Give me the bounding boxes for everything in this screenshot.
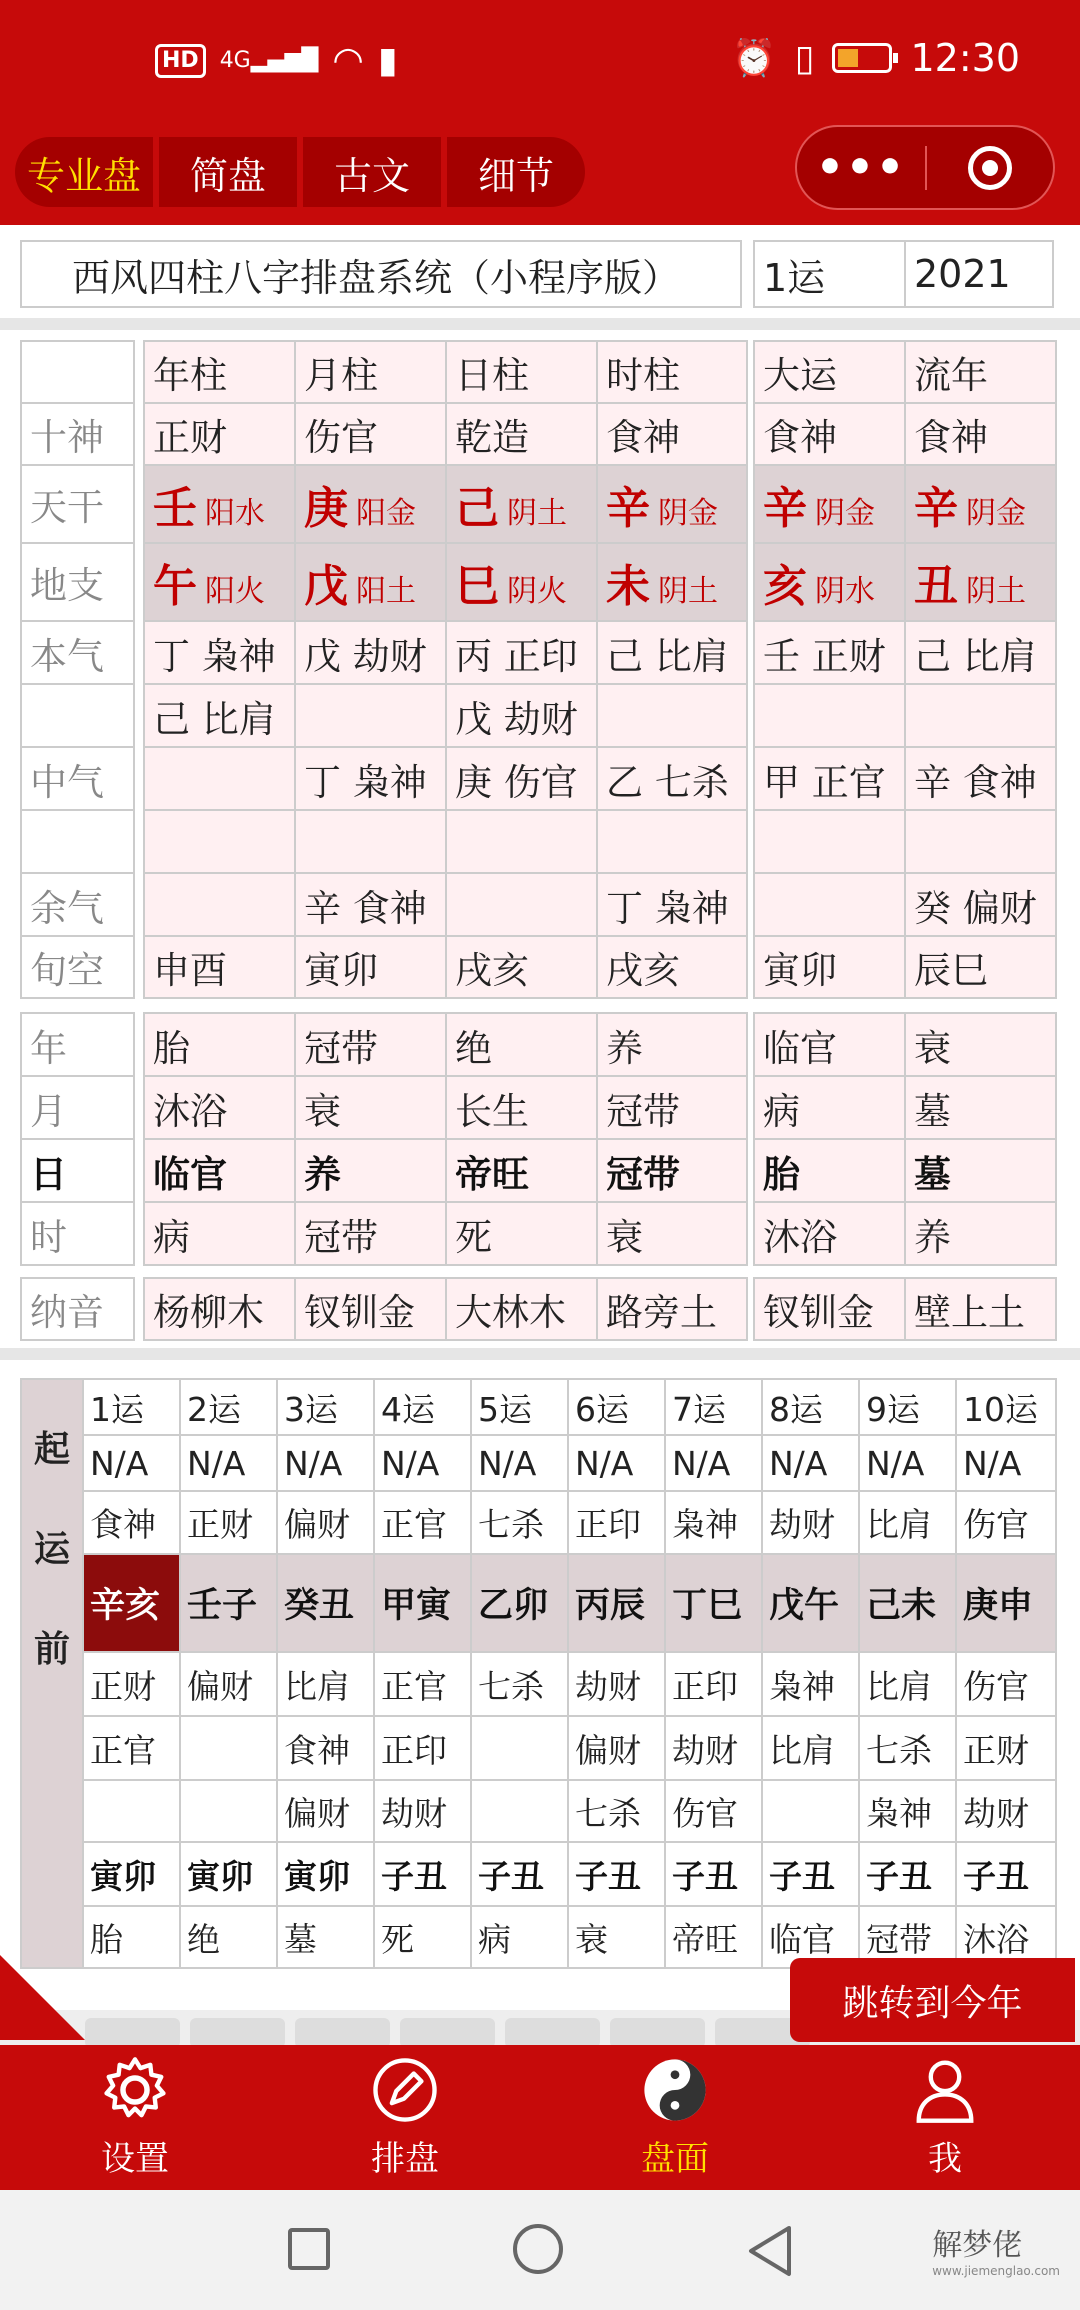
tab-details[interactable]: 细节 <box>447 137 585 207</box>
canggan-cell: 癸 偏财 <box>905 873 1056 936</box>
dayun-shishen-cell: 七杀 <box>471 1491 568 1554</box>
dayun-cang-cell: 食神 <box>277 1716 374 1780</box>
yinyang-icon <box>640 2055 710 2125</box>
nav-settings[interactable]: 设置 <box>0 2045 270 2190</box>
current-year-cell[interactable]: 2021 <box>904 240 1054 308</box>
header-cell: 大运 <box>754 341 905 403</box>
changsheng-cell: 冠带 <box>597 1139 747 1202</box>
dayun-changsheng-cell: 冠带 <box>859 1906 956 1968</box>
nav-me[interactable]: 我 <box>810 2045 1080 2190</box>
canggan-cell <box>144 810 295 873</box>
canggan-cell: 丙 正印 <box>446 621 597 684</box>
dayun-year-cell: N/A <box>83 1435 180 1491</box>
changsheng-cell: 衰 <box>905 1013 1056 1076</box>
tiangan-cell: 壬 阳水 <box>144 465 295 543</box>
label-ri: 日 <box>21 1139 134 1202</box>
changsheng-cell: 衰 <box>295 1076 446 1139</box>
dayun-yun-cell[interactable]: 7运 <box>665 1379 762 1435</box>
canggan-cell: 戊 劫财 <box>446 684 597 747</box>
canggan-row <box>144 810 747 873</box>
dayun-xunkong-cell: 寅卯 <box>180 1842 277 1906</box>
watermark: 解梦佬 www.jiemenglao.com <box>932 2228 1060 2278</box>
changsheng-pillars-table <box>143 1012 748 1266</box>
signal-icon: 4G▂▄▆█ <box>219 48 319 73</box>
label-blank <box>21 810 134 873</box>
header-cell: 年柱 <box>144 341 295 403</box>
dayun-yun-cell[interactable]: 9运 <box>859 1379 956 1435</box>
canggan-cell <box>295 810 446 873</box>
dayun-cang-cell: 枭神 <box>762 1652 859 1716</box>
canggan-row <box>144 684 747 747</box>
dayun-xunkong-cell: 寅卯 <box>277 1842 374 1906</box>
changsheng-cell: 墓 <box>905 1076 1056 1139</box>
dayun-changsheng-cell: 绝 <box>180 1906 277 1968</box>
corner-ribbon <box>0 1955 85 2040</box>
xunkong-cell: 辰巳 <box>905 936 1056 998</box>
changsheng-cell: 临官 <box>144 1139 295 1202</box>
dayun-xunkong-cell: 子丑 <box>471 1842 568 1906</box>
xunkong-cell: 寅卯 <box>754 936 905 998</box>
shishen-cell: 正财 <box>144 403 295 465</box>
changsheng-cell: 临官 <box>754 1013 905 1076</box>
dayun-cang-cell: 劫财 <box>568 1652 665 1716</box>
dayun-cang-cell: 正印 <box>374 1716 471 1780</box>
changsheng-dayun-table <box>753 1012 1057 1266</box>
tiangan-cell: 辛 阴金 <box>905 465 1056 543</box>
nav-paipan[interactable]: 排盘 <box>270 2045 540 2190</box>
header-cell: 流年 <box>905 341 1056 403</box>
dayun-shishen-cell: 正财 <box>180 1491 277 1554</box>
dayun-cang-cell: 伤官 <box>665 1780 762 1842</box>
nayin-cell: 大林木 <box>446 1278 597 1340</box>
changsheng-cell: 胎 <box>144 1013 295 1076</box>
dayun-year-cell: N/A <box>956 1435 1056 1491</box>
canggan-cell: 己 比肩 <box>905 621 1056 684</box>
canggan-cell: 乙 七杀 <box>597 747 747 810</box>
dizhi-row <box>144 543 747 621</box>
jump-to-this-year-button[interactable]: 跳转到今年 <box>790 1958 1075 2042</box>
canggan-cell: 壬 正财 <box>754 621 905 684</box>
dayun-shishen-cell: 劫财 <box>762 1491 859 1554</box>
dayun-cang-cell: 伤官 <box>956 1652 1056 1716</box>
close-target-icon[interactable] <box>927 146 1053 190</box>
changsheng-cell: 沐浴 <box>144 1076 295 1139</box>
shishen-cell: 食神 <box>754 403 905 465</box>
header-cell: 月柱 <box>295 341 446 403</box>
dayun-cang-row <box>21 1652 1056 1716</box>
canggan-cell: 丁 枭神 <box>295 747 446 810</box>
divider <box>0 1348 1080 1360</box>
canggan-cell: 己 比肩 <box>144 684 295 747</box>
dayun-cang-cell: 正官 <box>374 1652 471 1716</box>
shishen-cell: 伤官 <box>295 403 446 465</box>
dayun-cang-cell <box>471 1780 568 1842</box>
nav-panmian[interactable]: 盘面 <box>540 2045 810 2190</box>
dayun-ganzhi-cell[interactable]: 甲寅 <box>374 1554 471 1652</box>
dayun-xunkong-cell: 子丑 <box>956 1842 1056 1906</box>
dayun-cang-cell: 偏财 <box>277 1780 374 1842</box>
dayun-changsheng-cell: 墓 <box>277 1906 374 1968</box>
miniprogram-capsule <box>795 125 1055 210</box>
nayin-label <box>20 1277 135 1341</box>
canggan-cell: 丁 枭神 <box>597 873 747 936</box>
recent-apps-icon[interactable] <box>288 2228 330 2270</box>
dayun-year-cell: N/A <box>180 1435 277 1491</box>
user-icon <box>910 2055 980 2125</box>
changsheng-cell: 衰 <box>597 1202 747 1265</box>
changsheng-cell: 冠带 <box>295 1202 446 1265</box>
dayun-cang-cell: 偏财 <box>568 1716 665 1780</box>
dayun-year-cell: N/A <box>471 1435 568 1491</box>
label-benqi: 本气 <box>21 621 134 684</box>
dayun-cang-cell: 偏财 <box>180 1652 277 1716</box>
dayun-ganzhi-cell[interactable]: 己未 <box>859 1554 956 1652</box>
dayun-ganzhi-cell[interactable]: 庚申 <box>956 1554 1056 1652</box>
dizhi-cell: 丑 阴土 <box>905 543 1056 621</box>
label-yue: 月 <box>21 1076 134 1139</box>
dayun-ganzhi-cell[interactable]: 丙辰 <box>568 1554 665 1652</box>
label-dizhi: 地支 <box>21 543 134 621</box>
tab-professional[interactable]: 专业盘 <box>15 137 153 207</box>
dayun-cang-row <box>21 1780 1056 1842</box>
canggan-cell: 庚 伤官 <box>446 747 597 810</box>
dizhi-cell: 未 阴土 <box>597 543 747 621</box>
changsheng-cell: 绝 <box>446 1013 597 1076</box>
dayun-cang-cell: 七杀 <box>859 1716 956 1780</box>
dayun-xunkong-cell: 子丑 <box>859 1842 956 1906</box>
dayun-ganzhi-cell[interactable]: 戊午 <box>762 1554 859 1652</box>
system-nav-bar <box>0 2190 1080 2310</box>
dayun-cang-cell <box>471 1716 568 1780</box>
nayin-pillars-table <box>143 1277 748 1341</box>
dizhi-cell: 亥 阴水 <box>754 543 905 621</box>
dizhi-cell: 巳 阴火 <box>446 543 597 621</box>
changsheng-cell: 冠带 <box>295 1013 446 1076</box>
dayun-changsheng-cell: 胎 <box>83 1906 180 1968</box>
changsheng-cell: 沐浴 <box>754 1202 905 1265</box>
label-yuqi: 余气 <box>21 873 134 936</box>
dayun-year-cell: N/A <box>762 1435 859 1491</box>
dayun-shishen-cell: 正印 <box>568 1491 665 1554</box>
changsheng-cell: 长生 <box>446 1076 597 1139</box>
label-tiangan: 天干 <box>21 465 134 543</box>
canggan-cell <box>754 873 905 936</box>
changsheng-cell: 冠带 <box>597 1076 747 1139</box>
dayun-shishen-cell: 正官 <box>374 1491 471 1554</box>
home-icon[interactable] <box>513 2224 563 2274</box>
dayun-cang-cell: 七杀 <box>471 1652 568 1716</box>
dayun-cang-cell <box>180 1780 277 1842</box>
battery-icon <box>832 43 892 73</box>
canggan-cell <box>144 873 295 936</box>
label-shishen: 十神 <box>21 403 134 465</box>
dayun-xunkong-cell: 子丑 <box>665 1842 762 1906</box>
dayun-cang-cell <box>83 1780 180 1842</box>
dayun-table <box>20 1378 1057 1969</box>
dayun-shishen-cell: 伤官 <box>956 1491 1056 1554</box>
dayun-cang-cell: 七杀 <box>568 1780 665 1842</box>
changsheng-cell: 墓 <box>905 1139 1056 1202</box>
header-row <box>144 341 747 403</box>
changsheng-cell: 死 <box>446 1202 597 1265</box>
canggan-row <box>144 873 747 936</box>
dayun-changsheng-cell: 死 <box>374 1906 471 1968</box>
dayun-cang-row <box>21 1716 1056 1780</box>
xunkong-cell: 戌亥 <box>446 936 597 998</box>
dayun-ganzhi-cell[interactable]: 癸丑 <box>277 1554 374 1652</box>
tiangan-cell: 庚 阳金 <box>295 465 446 543</box>
header-cell: 时柱 <box>597 341 747 403</box>
changsheng-cell: 养 <box>295 1139 446 1202</box>
gear-icon <box>100 2055 170 2125</box>
tiangan-cell: 辛 阴金 <box>597 465 747 543</box>
canggan-row <box>144 621 747 684</box>
canggan-cell: 甲 正官 <box>754 747 905 810</box>
changsheng-cell: 胎 <box>754 1139 905 1202</box>
nayin-cell: 钗钏金 <box>295 1278 446 1340</box>
dayun-yun-cell[interactable]: 2运 <box>180 1379 277 1435</box>
dayun-cang-cell: 比肩 <box>762 1716 859 1780</box>
xunkong-cell: 申酉 <box>144 936 295 998</box>
vibrate-icon: ▯ <box>794 37 815 79</box>
xunkong-row <box>144 936 747 998</box>
dayun-cang-cell: 劫财 <box>956 1780 1056 1842</box>
dayun-ganzhi-cell-selected[interactable]: 辛亥 <box>83 1554 180 1652</box>
dayun-cang-cell: 枭神 <box>859 1780 956 1842</box>
dayun-shishen-cell: 食神 <box>83 1491 180 1554</box>
divider <box>0 318 1080 330</box>
canggan-cell: 辛 食神 <box>905 747 1056 810</box>
nayin-dayun-table <box>753 1277 1057 1341</box>
label-nayin: 纳音 <box>21 1278 134 1340</box>
dayun-liunian-table <box>753 340 1057 999</box>
qiyun-side-label: 起 运 前 <box>21 1379 83 1968</box>
label-shi: 时 <box>21 1202 134 1265</box>
dayun-shishen-cell: 枭神 <box>665 1491 762 1554</box>
dayun-ganzhi-row <box>21 1554 1056 1652</box>
top-nav <box>0 125 1080 225</box>
canggan-cell <box>905 810 1056 873</box>
status-bar <box>0 0 1080 125</box>
shishen-cell: 食神 <box>597 403 747 465</box>
canggan-row <box>144 747 747 810</box>
dayun-yun-row <box>21 1379 1056 1435</box>
dayun-changsheng-cell: 病 <box>471 1906 568 1968</box>
canggan-cell <box>597 684 747 747</box>
canggan-cell: 丁 枭神 <box>144 621 295 684</box>
canggan-cell <box>446 810 597 873</box>
dayun-ganzhi-cell[interactable]: 壬子 <box>180 1554 277 1652</box>
xunkong-cell: 寅卯 <box>295 936 446 998</box>
shishen-row <box>144 403 747 465</box>
dayun-yun-cell[interactable]: 4运 <box>374 1379 471 1435</box>
tab-simple[interactable]: 简盘 <box>159 137 297 207</box>
nayin-cell: 路旁土 <box>597 1278 747 1340</box>
canggan-cell <box>597 810 747 873</box>
dizhi-cell: 戊 阳土 <box>295 543 446 621</box>
label-nian: 年 <box>21 1013 134 1076</box>
label-blank <box>21 684 134 747</box>
dayun-cang-cell: 劫财 <box>374 1780 471 1842</box>
dayun-xunkong-cell: 子丑 <box>762 1842 859 1906</box>
dayun-ganzhi-cell[interactable]: 丁巳 <box>665 1554 762 1652</box>
row-labels-table <box>20 340 135 999</box>
changsheng-labels <box>20 1012 135 1266</box>
changsheng-cell: 养 <box>597 1013 747 1076</box>
dayun-year-cell: N/A <box>665 1435 762 1491</box>
dayun-year-cell: N/A <box>374 1435 471 1491</box>
tiangan-cell: 己 阴土 <box>446 465 597 543</box>
dayun-yun-cell[interactable]: 8运 <box>762 1379 859 1435</box>
changsheng-cell: 病 <box>754 1076 905 1139</box>
pencil-icon <box>370 2055 440 2125</box>
dayun-changsheng-cell: 帝旺 <box>665 1906 762 1968</box>
dayun-yun-cell[interactable]: 5运 <box>471 1379 568 1435</box>
canggan-cell <box>144 747 295 810</box>
canggan-cell <box>754 684 905 747</box>
dayun-changsheng-cell: 衰 <box>568 1906 665 1968</box>
label-blank <box>21 341 134 403</box>
hd-badge: HD <box>155 44 206 78</box>
xunkong-cell: 戌亥 <box>597 936 747 998</box>
canggan-cell <box>446 873 597 936</box>
canggan-cell: 辛 食神 <box>295 873 446 936</box>
wifi-icon: ◠ <box>332 40 364 81</box>
dayun-cang-cell: 正财 <box>83 1652 180 1716</box>
dayun-shishen-cell: 偏财 <box>277 1491 374 1554</box>
dayun-yun-cell[interactable]: 6运 <box>568 1379 665 1435</box>
changsheng-cell: 帝旺 <box>446 1139 597 1202</box>
bottom-nav <box>0 2045 1080 2190</box>
tiangan-row <box>144 465 747 543</box>
dayun-year-cell: N/A <box>568 1435 665 1491</box>
more-menu-icon[interactable]: ••• <box>815 142 907 193</box>
canggan-cell: 戊 劫财 <box>295 621 446 684</box>
dayun-year-cell: N/A <box>859 1435 956 1491</box>
dayun-changsheng-cell: 临官 <box>762 1906 859 1968</box>
dayun-cang-cell <box>180 1716 277 1780</box>
canggan-cell: 己 比肩 <box>597 621 747 684</box>
changsheng-cell: 病 <box>144 1202 295 1265</box>
clock: 12:30 <box>910 36 1020 80</box>
alarm-icon: ⏰ <box>731 38 777 79</box>
dayun-xunkong-cell: 子丑 <box>568 1842 665 1906</box>
dayun-year-cell: N/A <box>277 1435 374 1491</box>
canggan-cell <box>905 684 1056 747</box>
label-xunkong: 旬空 <box>21 936 134 998</box>
canggan-cell <box>754 810 905 873</box>
dayun-cang-cell <box>762 1780 859 1842</box>
dayun-xunkong-cell: 寅卯 <box>83 1842 180 1906</box>
dayun-year-row <box>21 1435 1056 1491</box>
back-icon[interactable] <box>745 2224 795 2278</box>
dayun-cang-cell: 劫财 <box>665 1716 762 1780</box>
dayun-shishen-cell: 比肩 <box>859 1491 956 1554</box>
dayun-shishen-row <box>21 1491 1056 1554</box>
dayun-yun-cell[interactable]: 10运 <box>956 1379 1056 1435</box>
dayun-cang-cell: 比肩 <box>277 1652 374 1716</box>
four-pillars-table <box>143 340 748 999</box>
canggan-cell <box>295 684 446 747</box>
dizhi-cell: 午 阳火 <box>144 543 295 621</box>
shishen-cell: 乾造 <box>446 403 597 465</box>
dayun-cang-cell: 正官 <box>83 1716 180 1780</box>
changsheng-cell: 养 <box>905 1202 1056 1265</box>
dayun-yun-cell[interactable]: 1运 <box>83 1379 180 1435</box>
battery-alert-icon: ▮ <box>377 40 398 81</box>
tiangan-cell: 辛 阴金 <box>754 465 905 543</box>
nayin-cell: 杨柳木 <box>144 1278 295 1340</box>
dayun-cang-cell: 正财 <box>956 1716 1056 1780</box>
page-title: 西风四柱八字排盘系统（小程序版） <box>20 240 742 308</box>
dayun-yun-cell[interactable]: 3运 <box>277 1379 374 1435</box>
label-zhongqi: 中气 <box>21 747 134 810</box>
dayun-xunkong-row <box>21 1842 1056 1906</box>
dayun-ganzhi-cell[interactable]: 乙卯 <box>471 1554 568 1652</box>
dayun-cang-cell: 比肩 <box>859 1652 956 1716</box>
header-cell: 日柱 <box>446 341 597 403</box>
nayin-cell: 钗钏金 <box>754 1278 905 1340</box>
nayin-cell: 壁上土 <box>905 1278 1056 1340</box>
dayun-cang-cell: 正印 <box>665 1652 762 1716</box>
dayun-xunkong-cell: 子丑 <box>374 1842 471 1906</box>
current-yun-cell[interactable]: 1运 <box>753 240 906 308</box>
shishen-cell: 食神 <box>905 403 1056 465</box>
dayun-changsheng-cell: 沐浴 <box>956 1906 1056 1968</box>
tab-classic-text[interactable]: 古文 <box>303 137 441 207</box>
